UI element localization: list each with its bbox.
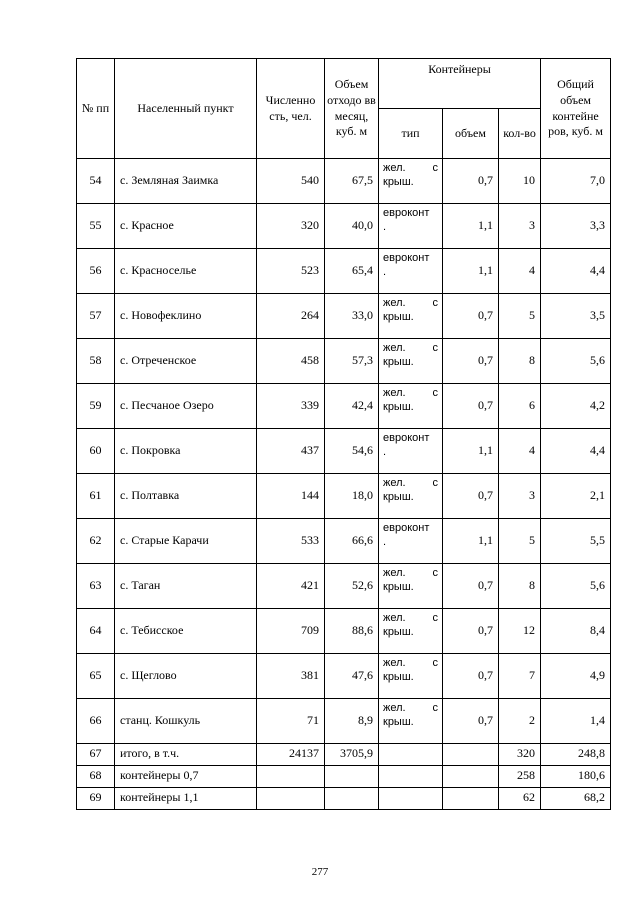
population-cell: 421 bbox=[257, 564, 325, 609]
container-volume-cell: 0,7 bbox=[443, 339, 499, 384]
population-cell: 320 bbox=[257, 204, 325, 249]
container-type-line2: крыш. bbox=[383, 671, 414, 684]
container-count-cell: 10 bbox=[499, 159, 541, 204]
total-volume-cell: 4,4 bbox=[541, 249, 611, 294]
monthly-volume-cell: 65,4 bbox=[325, 249, 379, 294]
container-type-line2: крыш. bbox=[383, 356, 414, 369]
row-number: 64 bbox=[77, 609, 115, 654]
settlement-name: с. Полтавка bbox=[115, 474, 257, 519]
container-count-cell: 3 bbox=[499, 474, 541, 519]
population-cell bbox=[257, 788, 325, 810]
settlement-name: с. Таган bbox=[115, 564, 257, 609]
table-body bbox=[77, 159, 611, 810]
container-type-word: евроконт bbox=[383, 522, 430, 534]
container-type-cell bbox=[379, 159, 443, 204]
header-type: тип bbox=[379, 109, 443, 159]
container-type-word: евроконт bbox=[383, 252, 430, 264]
row-number: 63 bbox=[77, 564, 115, 609]
container-type-word: евроконт bbox=[383, 207, 430, 219]
container-count-cell: 4 bbox=[499, 429, 541, 474]
container-type-cell bbox=[379, 249, 443, 294]
container-type-prep: с bbox=[432, 567, 438, 579]
waste-containers-table bbox=[76, 58, 611, 810]
container-type-line1 bbox=[383, 656, 438, 670]
table-row bbox=[77, 339, 611, 384]
settlement-name: станц. Кошкуль bbox=[115, 699, 257, 744]
container-volume-cell: 1,1 bbox=[443, 204, 499, 249]
monthly-volume-cell: 88,6 bbox=[325, 609, 379, 654]
container-count-cell: 12 bbox=[499, 609, 541, 654]
table-row bbox=[77, 294, 611, 339]
container-type-cell bbox=[379, 519, 443, 564]
container-count-cell: 320 bbox=[499, 744, 541, 766]
total-volume-cell: 7,0 bbox=[541, 159, 611, 204]
container-type-line1 bbox=[383, 521, 438, 535]
container-type-cell bbox=[379, 654, 443, 699]
header-settlement: Населенный пункт bbox=[115, 59, 257, 159]
container-count-cell: 2 bbox=[499, 699, 541, 744]
container-type-word: жел. bbox=[383, 477, 406, 489]
container-type-word: жел. bbox=[383, 567, 406, 579]
container-type-cell bbox=[379, 429, 443, 474]
container-count-cell: 8 bbox=[499, 339, 541, 384]
container-type-line2: . bbox=[383, 536, 387, 549]
container-type-prep: с bbox=[432, 162, 438, 174]
container-type-line2: крыш. bbox=[383, 401, 414, 414]
total-volume-cell: 68,2 bbox=[541, 788, 611, 810]
row-number: 57 bbox=[77, 294, 115, 339]
monthly-volume-cell: 52,6 bbox=[325, 564, 379, 609]
settlement-name: с. Новофеклино bbox=[115, 294, 257, 339]
row-number: 68 bbox=[77, 766, 115, 788]
monthly-volume-cell bbox=[325, 766, 379, 788]
population-cell: 540 bbox=[257, 159, 325, 204]
population-cell: 24137 bbox=[257, 744, 325, 766]
row-number: 67 bbox=[77, 744, 115, 766]
container-type-line1 bbox=[383, 386, 438, 400]
container-type-cell bbox=[379, 384, 443, 429]
container-volume-cell: 0,7 bbox=[443, 654, 499, 699]
total-volume-cell: 4,2 bbox=[541, 384, 611, 429]
table-row bbox=[77, 384, 611, 429]
row-number: 56 bbox=[77, 249, 115, 294]
container-type-cell bbox=[379, 699, 443, 744]
header-monthly-volume: Объем отходо вв месяц, куб. м bbox=[325, 59, 379, 159]
table-row bbox=[77, 519, 611, 564]
population-cell: 458 bbox=[257, 339, 325, 384]
row-number: 66 bbox=[77, 699, 115, 744]
settlement-name: с. Старые Карачи bbox=[115, 519, 257, 564]
total-volume-cell: 4,4 bbox=[541, 429, 611, 474]
container-type-cell bbox=[379, 788, 443, 810]
container-volume-cell bbox=[443, 744, 499, 766]
container-type-prep: с bbox=[432, 342, 438, 354]
header-row-top bbox=[77, 59, 611, 109]
monthly-volume-cell: 40,0 bbox=[325, 204, 379, 249]
container-type-line1 bbox=[383, 341, 438, 355]
total-volume-cell: 4,9 bbox=[541, 654, 611, 699]
container-count-cell: 5 bbox=[499, 294, 541, 339]
table-row bbox=[77, 564, 611, 609]
container-type-word: евроконт bbox=[383, 432, 430, 444]
container-type-line2: крыш. bbox=[383, 311, 414, 324]
container-volume-cell: 0,7 bbox=[443, 294, 499, 339]
row-number: 55 bbox=[77, 204, 115, 249]
table-row bbox=[77, 159, 611, 204]
table-row bbox=[77, 474, 611, 519]
container-volume-cell: 0,7 bbox=[443, 699, 499, 744]
container-type-line2: крыш. bbox=[383, 176, 414, 189]
total-volume-cell: 1,4 bbox=[541, 699, 611, 744]
monthly-volume-cell: 57,3 bbox=[325, 339, 379, 384]
container-type-cell bbox=[379, 339, 443, 384]
header-number: № пп bbox=[77, 59, 115, 159]
totals-row bbox=[77, 744, 611, 766]
container-type-line1 bbox=[383, 701, 438, 715]
population-cell bbox=[257, 766, 325, 788]
row-number: 61 bbox=[77, 474, 115, 519]
container-volume-cell: 0,7 bbox=[443, 159, 499, 204]
header-total-volume: Общий объем контейне ров, куб. м bbox=[541, 59, 611, 159]
container-type-prep: с bbox=[432, 702, 438, 714]
container-volume-cell: 0,7 bbox=[443, 564, 499, 609]
container-type-word: жел. bbox=[383, 342, 406, 354]
population-cell: 523 bbox=[257, 249, 325, 294]
settlement-name: с. Красноселье bbox=[115, 249, 257, 294]
row-number: 60 bbox=[77, 429, 115, 474]
container-type-cell bbox=[379, 564, 443, 609]
totals-row bbox=[77, 766, 611, 788]
container-type-line2: крыш. bbox=[383, 491, 414, 504]
header-population: Численно сть, чел. bbox=[257, 59, 325, 159]
container-type-cell bbox=[379, 294, 443, 339]
monthly-volume-cell: 47,6 bbox=[325, 654, 379, 699]
header-container-volume: объем bbox=[443, 109, 499, 159]
population-cell: 339 bbox=[257, 384, 325, 429]
table-row bbox=[77, 249, 611, 294]
settlement-name: с. Земляная Заимка bbox=[115, 159, 257, 204]
monthly-volume-cell: 8,9 bbox=[325, 699, 379, 744]
container-type-line1 bbox=[383, 206, 438, 220]
row-number: 54 bbox=[77, 159, 115, 204]
container-type-line1 bbox=[383, 161, 438, 175]
population-cell: 144 bbox=[257, 474, 325, 519]
container-type-word: жел. bbox=[383, 612, 406, 624]
container-volume-cell: 0,7 bbox=[443, 474, 499, 519]
container-volume-cell: 1,1 bbox=[443, 519, 499, 564]
container-volume-cell: 1,1 bbox=[443, 429, 499, 474]
population-cell: 533 bbox=[257, 519, 325, 564]
monthly-volume-cell: 42,4 bbox=[325, 384, 379, 429]
population-cell: 264 bbox=[257, 294, 325, 339]
table-row bbox=[77, 699, 611, 744]
total-volume-cell: 180,6 bbox=[541, 766, 611, 788]
container-count-cell: 258 bbox=[499, 766, 541, 788]
container-type-line2: . bbox=[383, 266, 387, 279]
table-row bbox=[77, 204, 611, 249]
container-volume-cell: 0,7 bbox=[443, 384, 499, 429]
total-volume-cell: 3,5 bbox=[541, 294, 611, 339]
container-type-line1 bbox=[383, 251, 438, 265]
row-number: 62 bbox=[77, 519, 115, 564]
container-type-line2: крыш. bbox=[383, 581, 414, 594]
settlement-name: с. Тебисское bbox=[115, 609, 257, 654]
container-type-line1 bbox=[383, 296, 438, 310]
container-type-word: жел. bbox=[383, 297, 406, 309]
container-type-cell bbox=[379, 474, 443, 519]
totals-label: контейнеры 0,7 bbox=[115, 766, 257, 788]
total-volume-cell: 3,3 bbox=[541, 204, 611, 249]
header-containers: Контейнеры bbox=[379, 59, 541, 109]
population-cell: 437 bbox=[257, 429, 325, 474]
table-row bbox=[77, 609, 611, 654]
container-count-cell: 8 bbox=[499, 564, 541, 609]
totals-label: итого, в т.ч. bbox=[115, 744, 257, 766]
container-count-cell: 5 bbox=[499, 519, 541, 564]
settlement-name: с. Красное bbox=[115, 204, 257, 249]
container-type-word: жел. bbox=[383, 387, 406, 399]
total-volume-cell: 2,1 bbox=[541, 474, 611, 519]
total-volume-cell: 248,8 bbox=[541, 744, 611, 766]
monthly-volume-cell: 18,0 bbox=[325, 474, 379, 519]
settlement-name: с. Покровка bbox=[115, 429, 257, 474]
settlement-name: с. Песчаное Озеро bbox=[115, 384, 257, 429]
container-type-line2: . bbox=[383, 221, 387, 234]
total-volume-cell: 5,5 bbox=[541, 519, 611, 564]
container-type-line2: крыш. bbox=[383, 626, 414, 639]
settlement-name: с. Щеглово bbox=[115, 654, 257, 699]
row-number: 58 bbox=[77, 339, 115, 384]
container-type-cell bbox=[379, 609, 443, 654]
container-type-line1 bbox=[383, 431, 438, 445]
container-type-prep: с bbox=[432, 387, 438, 399]
monthly-volume-cell: 67,5 bbox=[325, 159, 379, 204]
container-type-word: жел. bbox=[383, 657, 406, 669]
population-cell: 709 bbox=[257, 609, 325, 654]
container-count-cell: 3 bbox=[499, 204, 541, 249]
container-type-prep: с bbox=[432, 477, 438, 489]
container-type-line1 bbox=[383, 611, 438, 625]
row-number: 59 bbox=[77, 384, 115, 429]
container-volume-cell: 1,1 bbox=[443, 249, 499, 294]
container-volume-cell bbox=[443, 766, 499, 788]
header-count: кол-во bbox=[499, 109, 541, 159]
container-type-prep: с bbox=[432, 297, 438, 309]
container-volume-cell: 0,7 bbox=[443, 609, 499, 654]
container-type-cell bbox=[379, 204, 443, 249]
container-type-line1 bbox=[383, 566, 438, 580]
container-type-prep: с bbox=[432, 612, 438, 624]
container-type-line1 bbox=[383, 476, 438, 490]
total-volume-cell: 5,6 bbox=[541, 339, 611, 384]
container-count-cell: 6 bbox=[499, 384, 541, 429]
container-type-cell bbox=[379, 766, 443, 788]
row-number: 69 bbox=[77, 788, 115, 810]
monthly-volume-cell: 33,0 bbox=[325, 294, 379, 339]
population-cell: 71 bbox=[257, 699, 325, 744]
total-volume-cell: 5,6 bbox=[541, 564, 611, 609]
page-number: 277 bbox=[311, 866, 329, 878]
container-type-word: жел. bbox=[383, 702, 406, 714]
container-type-line2: . bbox=[383, 446, 387, 459]
table-row bbox=[77, 654, 611, 699]
settlement-name: с. Отреченское bbox=[115, 339, 257, 384]
container-type-word: жел. bbox=[383, 162, 406, 174]
row-number: 65 bbox=[77, 654, 115, 699]
monthly-volume-cell: 66,6 bbox=[325, 519, 379, 564]
monthly-volume-cell: 54,6 bbox=[325, 429, 379, 474]
totals-label: контейнеры 1,1 bbox=[115, 788, 257, 810]
totals-row bbox=[77, 788, 611, 810]
container-count-cell: 4 bbox=[499, 249, 541, 294]
container-count-cell: 62 bbox=[499, 788, 541, 810]
population-cell: 381 bbox=[257, 654, 325, 699]
container-type-prep: с bbox=[432, 657, 438, 669]
total-volume-cell: 8,4 bbox=[541, 609, 611, 654]
container-volume-cell bbox=[443, 788, 499, 810]
container-type-line2: крыш. bbox=[383, 716, 414, 729]
container-type-cell bbox=[379, 744, 443, 766]
container-count-cell: 7 bbox=[499, 654, 541, 699]
monthly-volume-cell: 3705,9 bbox=[325, 744, 379, 766]
table-row bbox=[77, 429, 611, 474]
monthly-volume-cell bbox=[325, 788, 379, 810]
